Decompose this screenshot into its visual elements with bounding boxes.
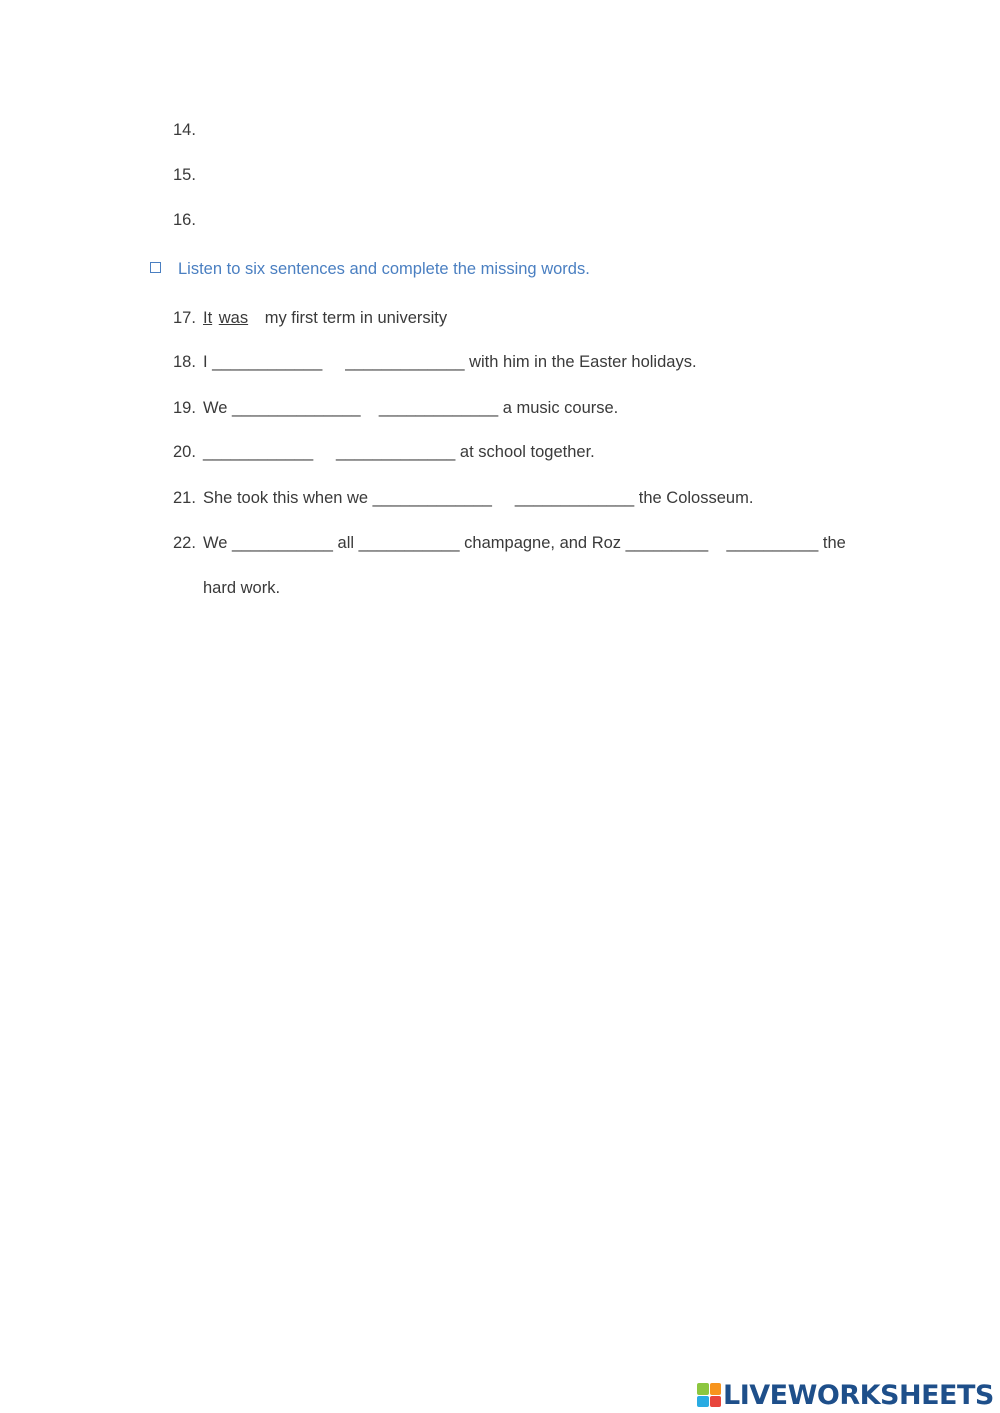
sentence-text: I ____________ _____________ with him in the Easter holidays. — [203, 353, 697, 371]
sentence-number: 22. — [173, 534, 196, 552]
sentence-number: 21. — [173, 489, 196, 507]
sentence-text: We ___________ all ___________ champagne, and Roz _________ __________ the — [203, 534, 846, 552]
item-number: 14. — [173, 121, 196, 139]
logo-icon — [697, 1383, 721, 1407]
sentence-text: my first term in university — [264, 309, 448, 327]
sentence-text: We ______________ _____________ a music course. — [203, 399, 619, 417]
liveworksheets-logo — [697, 1378, 994, 1412]
sentence-number: 17. — [173, 309, 196, 327]
item-number: 16. — [173, 211, 196, 229]
sentence-number: 20. — [173, 443, 196, 461]
sentence-body — [203, 308, 447, 328]
sentence-number: 18. — [173, 353, 196, 371]
sentence-text: She took this when we _____________ _____________ the Colosseum. — [203, 489, 754, 507]
sentence-number: 19. — [173, 399, 196, 417]
sentence-text: ____________ _____________ at school together. — [203, 443, 595, 461]
item-number: 15. — [173, 166, 196, 184]
instruction-text: Listen to six sentences and complete the missing words. — [178, 260, 590, 278]
checkbox-icon[interactable] — [150, 262, 161, 273]
sentence-text: hard work. — [203, 579, 281, 597]
answer-word: It — [203, 309, 213, 327]
answer-word: was — [218, 309, 249, 327]
logo-text: LIVEWORKSHEETS — [723, 1379, 994, 1411]
